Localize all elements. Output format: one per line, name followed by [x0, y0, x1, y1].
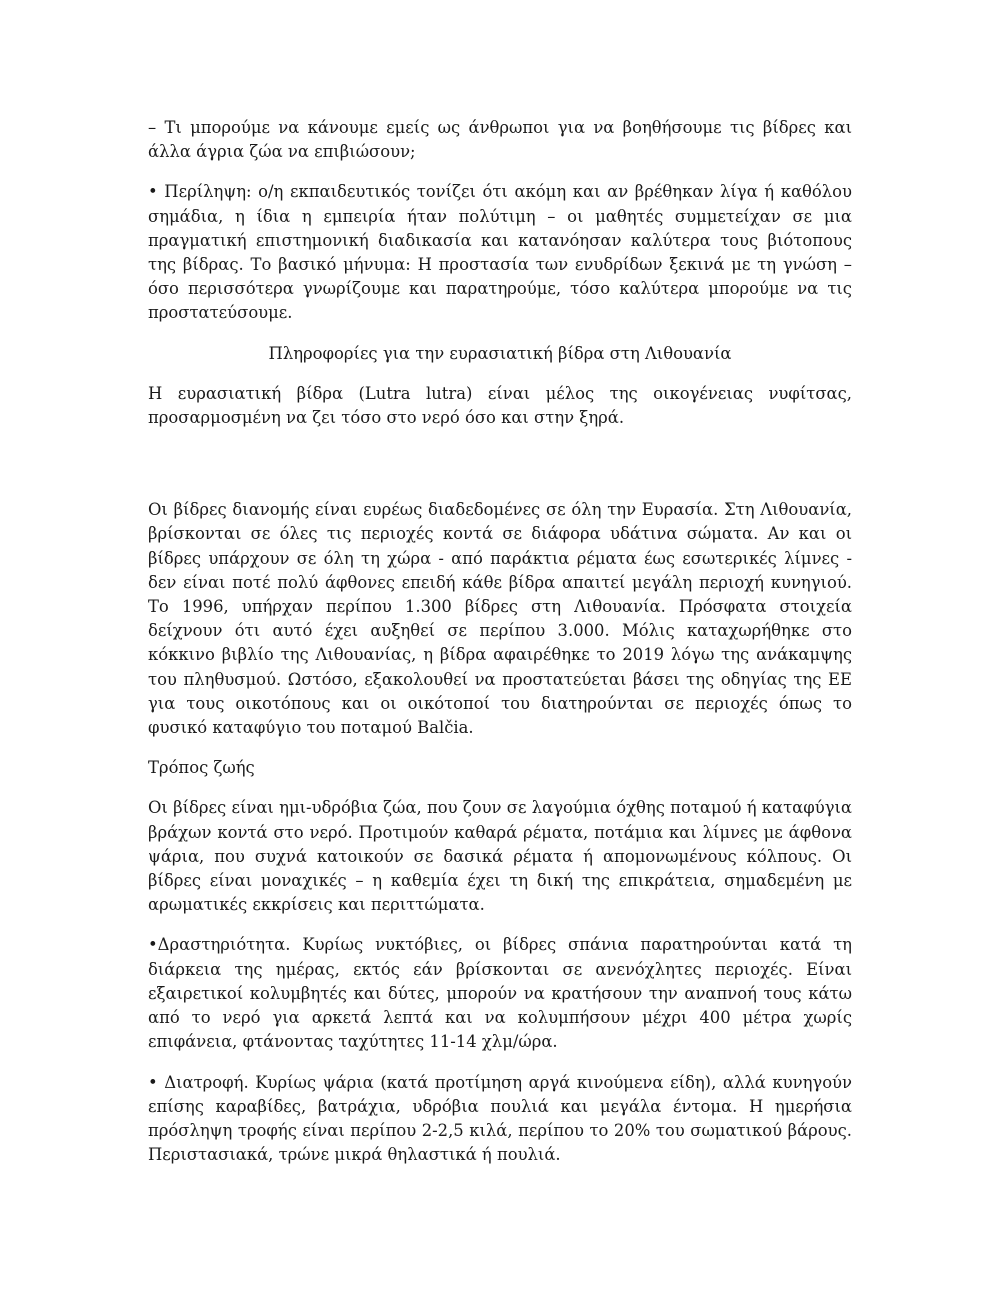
section-heading: Πληροφορίες για την ευρασιατική βίδρα στη Λιθουανία — [268, 343, 732, 363]
blank-gap — [148, 446, 852, 498]
diet-paragraph: • Διατροφή. Κυρίως ψάρια (κατά προτίμηση αργά κινούμενα είδη), αλλά κυνηγούν επίσης καραβίδες, βατράχια, υδρόβια πουλιά και μεγάλα έντομα. Η ημερήσια πρόσληψη τροφής είναι περίπου 2-2,5 κιλά, περίπου το 20% του σωματικού βάρους. Περιστασιακά, τρώνε μικρά θηλαστικά ή πουλιά. — [148, 1072, 852, 1165]
lifestyle-heading: Τρόπος ζωής — [148, 758, 255, 778]
activity-paragraph: •Δραστηριότητα. Κυρίως νυκτόβιες, οι βίδρες σπάνια παρατηρούνται κατά τη διάρκεια της ημέρας, εκτός εάν βρίσκονται σε ανενόχλητες περιοχές. Είναι εξαιρετικοί κολυμβητές και δύτες, μπορούν να κρατήσουν την αναπνοή τους κάτω από το νερό για αρκετά λεπτά και να κολυμπήσουν μέχρι 400 μέτρα χωρίς επιφάνεια, φτάνοντας ταχύτητες 11-14 χλμ/ώρα. — [148, 935, 852, 1052]
document-body — [148, 116, 852, 1183]
species-intro-paragraph: Η ευρασιατική βίδρα (Lutra lutra) είναι μέλος της οικογένειας νυφίτσας, προσαρμοσμένη να ζει τόσο στο νερό όσο και στην ξηρά. — [148, 383, 852, 428]
summary-paragraph: • Περίληψη: ο/η εκπαιδευτικός τονίζει ότι ακόμη και αν βρέθηκαν λίγα ή καθόλου σημάδια, η ίδια η εμπειρία ήταν πολύτιμη – οι μαθητές συμμετείχαν σε μια πραγματική επιστημονική διαδικασία και κατανόησαν καλύτερα τους βιότοπους της βίδρας. Το βασικό μήνυμα: Η προστασία των ενυδρίδων ξεκινά με τη γνώση – όσο περισσότερα γνωρίζουμε και παρατηρούμε, τόσο καλύτερα μπορούμε να τις προστατεύσουμε. — [148, 182, 852, 323]
intro-question-paragraph: – Τι μπορούμε να κάνουμε εμείς ως άνθρωποι για να βοηθήσουμε τις βίδρες και άλλα άγρια ζώα να επιβιώσουν; — [148, 118, 852, 162]
lifestyle-paragraph: Οι βίδρες είναι ημι-υδρόβια ζώα, που ζουν σε λαγούμια όχθης ποταμού ή καταφύγια βράχων κοντά στο νερό. Προτιμούν καθαρά ρέματα, ποτάμια και λίμνες με άφθονα ψάρια, που συχνά κατοικούν σε δασικά ρέματα ή απομονωμένους κόλπους. Οι βίδρες είναι μοναχικές – η καθεμία έχει τη δική της επικράτεια, σημαδεμένη με αρωματικές εκκρίσεις και περιττώματα. — [148, 798, 852, 915]
distribution-paragraph: Οι βίδρες διανομής είναι ευρέως διαδεδομένες σε όλη την Ευρασία. Στη Λιθουανία, βρίσκονται σε όλες τις περιοχές κοντά σε διάφορα υδάτινα σώματα. Αν και οι βίδρες υπάρχουν σε όλη τη χώρα - από παράκτια ρέματα έως εσωτερικές λίμνες - δεν είναι ποτέ πολύ άφθονες επειδή κάθε βίδρα απαιτεί μεγάλη περιοχή κυνηγιού. Το 1996, υπήρχαν περίπου 1.300 βίδρες στη Λιθουανία. Πρόσφατα στοιχεία δείχνουν ότι αυτό έχει αυξηθεί σε περίπου 3.000. Μόλις καταχωρήθηκε στο κόκκινο βιβλίο της Λιθουανίας, η βίδρα αφαιρέθηκε το 2019 λόγω της ανάκαμψης του πληθυσμού. Ωστόσο, εξακολουθεί να προστατεύεται βάσει της οδηγίας της ΕΕ για τους οικοτόπους και οι οικότοποί του διατηρούνται σε περιοχές όπως το φυσικό καταφύγιο του ποταμού Balčia. — [148, 500, 852, 738]
